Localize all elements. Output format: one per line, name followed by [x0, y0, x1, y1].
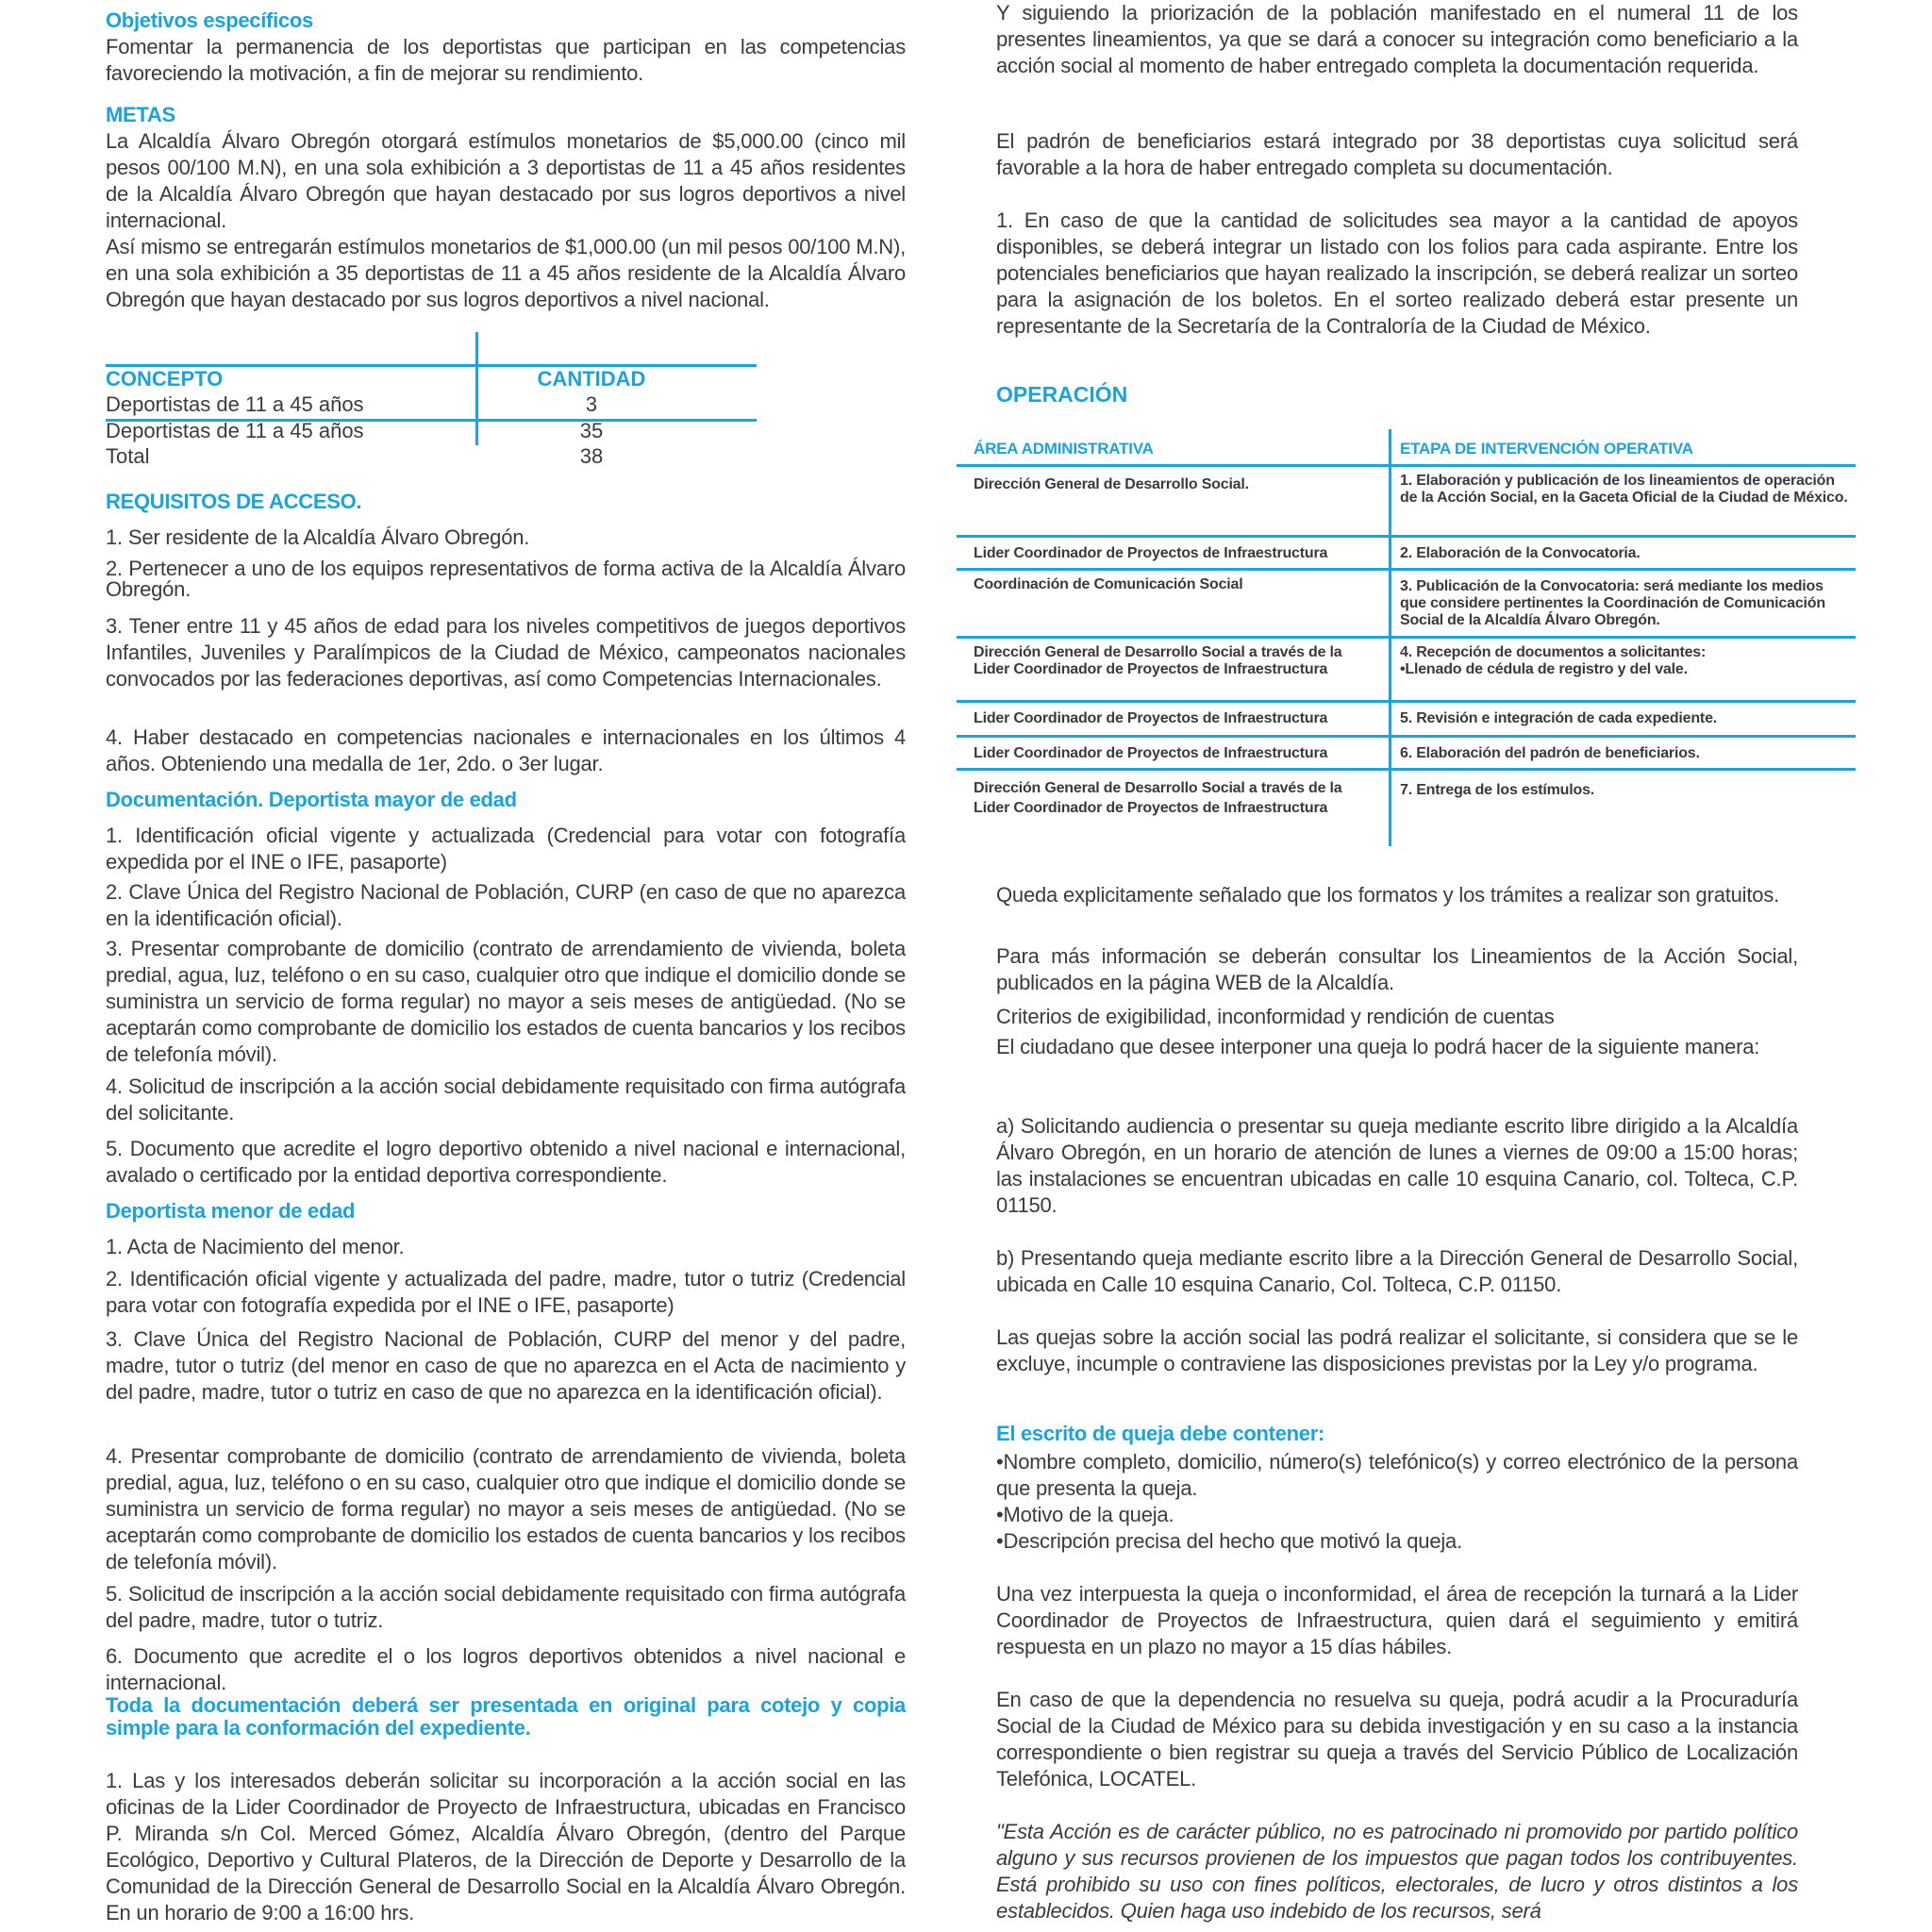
table-cell-area: Lider Coordinador de Proyectos de Infraestructura: [974, 545, 1328, 561]
doc-mayor-item: 2. Clave Única del Registro Nacional de Población, CURP (en caso de que no aparezca en la identificación oficial).: [106, 880, 906, 930]
doc-menor-heading: Deportista menor de edad: [106, 1199, 356, 1223]
table-cell-cantidad: 35: [579, 419, 604, 442]
table-row: [957, 738, 1856, 771]
table-cell-concepto: Deportistas de 11 a 45 años: [106, 419, 364, 442]
metas-table: [106, 332, 757, 474]
table-cell-area: Dirección General de Desarrollo Social a través de la Lider Coordinador de Proyectos de Infraestructura: [974, 644, 1342, 677]
requisito-item: 4. Haber destacado en competencias nacionales e internacionales en los últimos 4 años. Obteniendo una medalla de 1er, 2do. o 3er lugar.: [106, 725, 906, 775]
table-cell-area: Dirección General de Desarrollo Social.: [974, 476, 1249, 492]
requisito-item: 1. Ser residente de la Alcaldía Álvaro Obregón.: [106, 525, 530, 549]
doc-menor-item: 4. Presentar comprobante de domicilio (contrato de arrendamiento de vivienda, boleta predial, agua, luz, teléfono o en su caso, cualquier otro que indique el domicilio donde se suministra un servicio de forma regular) no mayor a seis meses de antigüedad. (No se aceptarán como comprobante de domicilio los estados de cuenta bancarios y los recibos de telefonía móvil).: [106, 1444, 906, 1574]
doc-mayor-item: 1. Identificación oficial vigente y actualizada (Credencial para votar con fotografía expedida por el INE o IFE, pasaporte): [106, 824, 906, 874]
escrito-item: •Motivo de la queja.: [996, 1503, 1174, 1526]
priorizacion-paragraph: Y siguiendo la priorización de la población manifestado en el numeral 11 de los presentes lineamientos, ya que se dará a conocer su integración como beneficiario a la acción social al momento de haber entregado completa la documentación requerida.: [996, 1, 1798, 77]
queja-opcion-b: b) Presentando queja mediante escrito libre a la Dirección General de Desarrollo Social, ubicada en Calle 10 esquina Canario, Col. Tolteca, C.P. 01150.: [996, 1246, 1798, 1296]
operacion-heading: OPERACIÓN: [996, 382, 1128, 407]
criterios-heading: Criterios de exigibilidad, inconformidad y rendición de cuentas: [996, 1005, 1555, 1028]
table-row: [957, 771, 1856, 846]
requisito-item: 3. Tener entre 11 y 45 años de edad para los niveles competitivos de juegos deportivos Infantiles, Juveniles y Paralímpicos de la Ciudad de México, campeonatos nacionales convocados por las federaciones deportivas, así como Competencias Internacionales.: [106, 614, 906, 691]
requisito-item: 2. Pertenecer a uno de los equipos representativos de forma activa de la Alcaldía Álvaro Obregón.: [106, 557, 906, 601]
table-row: [957, 538, 1856, 571]
table-cell-etapa: 2. Elaboración de la Convocatoria.: [1400, 545, 1641, 561]
padron-paragraph: El padrón de beneficiarios estará integrado por 38 deportistas cuya solicitud será favorable a la hora de haber entregado completa su documentación.: [996, 129, 1798, 179]
table-cell-concepto: Total: [106, 444, 150, 468]
objetivos-heading: Objetivos específicos: [106, 8, 313, 32]
table-cell-etapa: 1. Elaboración y publicación de los lineamientos de operación de la Acción Social, en la Gaceta Oficial de la Ciudad de México.: [1400, 473, 1848, 506]
table-row: [957, 639, 1856, 703]
table-cell-area: Dirección General de Desarrollo Social a través de la Lider Coordinador de Proyectos de Infraestructura: [974, 780, 1342, 816]
ciudadano-paragraph: El ciudadano que desee interponer una queja lo podrá hacer de la siguiente manera:: [996, 1035, 1760, 1058]
requisitos-heading: REQUISITOS DE ACCESO.: [106, 490, 362, 513]
table-cell-etapa: 6. Elaboración del padrón de beneficiarios.: [1400, 745, 1700, 761]
mas-informacion-paragraph: Para más información se deberán consultar los Lineamientos de la Acción Social, publicados en la página WEB de la Alcaldía.: [996, 944, 1798, 994]
doc-menor-item: 6. Documento que acredite el o los logros deportivos obtenidos a nivel nacional e internacional.: [106, 1644, 906, 1694]
table-row: [957, 703, 1856, 738]
doc-menor-item: 1. Acta de Nacimiento del menor.: [106, 1235, 405, 1258]
doc-mayor-heading: Documentación. Deportista mayor de edad: [106, 788, 517, 811]
table-cell-concepto: Deportistas de 11 a 45 años: [106, 392, 364, 416]
table-header-row: [957, 429, 1856, 467]
table-cell-etapa: 4. Recepción de documentos a solicitantes: •Llenado de cédula de registro y del vale.: [1400, 644, 1707, 677]
queja-opcion-a: a) Solicitando audiencia o presentar su queja mediante escrito libre dirigido a la Alcaldía Álvaro Obregón, en un horario de atención de lunes a viernes de 09:00 a 15:00 horas; las instalaciones se encuentran ubicadas en calle 10 esquina Canario, col. Tolteca, C.P. 01150.: [996, 1114, 1798, 1217]
operacion-table: [957, 429, 1856, 846]
procuraduria-paragraph: En caso de que la dependencia no resuelva su queja, podrá acudir a la Procuraduría Social de la Ciudad de México para su debida investigación y en su caso a la instancia correspondiente o bien registrar su queja a través del Servicio Público de Localización Telefónica, LOCATEL.: [996, 1688, 1798, 1790]
objetivos-text: Fomentar la permanencia de los deportistas que participan en las competencias favoreciendo la motivación, a fin de mejorar su rendimiento.: [106, 35, 906, 85]
table-header-concepto: CONCEPTO: [106, 367, 224, 391]
table-cell-cantidad: 3: [585, 392, 598, 416]
table-cell-etapa: 5. Revisión e integración de cada expediente.: [1400, 710, 1718, 726]
doc-menor-item: 5. Solicitud de inscripción a la acción social debidamente requisitado con firma autógrafa del padre, madre, tutor o tutriz.: [106, 1582, 906, 1632]
procedimiento-paragraph: 1. Las y los interesados deberán solicitar su incorporación a la acción social en las oficinas de la Lider Coordinador de Proyecto de Infraestructura, ubicadas en Francisco P. Miranda s/n Col. Merced Gómez, Alcaldía Álvaro Obregón, (dentro del Parque Ecológico, Deportivo y Cultural Plateros, de la Dirección de Deporte y Desarrollo de la Comunidad de la Dirección General de Desarrollo Social en la Alcaldía Álvaro Obregón. En un horario de 9:00 a 16:00 hrs.: [106, 1769, 906, 1924]
table-header-cantidad: CANTIDAD: [537, 367, 646, 391]
escrito-heading: El escrito de queja debe contener:: [996, 1422, 1325, 1445]
doc-menor-item: 2. Identificación oficial vigente y actualizada del padre, madre, tutor o tutriz (Credencial para votar con fotografía expedida por el INE o IFE, pasaporte): [106, 1267, 906, 1317]
gratuitos-paragraph: Queda explicitamente señalado que los formatos y los trámites a realizar son gratuitos.: [996, 883, 1780, 907]
table-cell-area: Lider Coordinador de Proyectos de Infraestructura: [974, 710, 1328, 726]
doc-mayor-item: 3. Presentar comprobante de domicilio (contrato de arrendamiento de vivienda, boleta predial, agua, luz, teléfono o en su caso, cualquier otro que indique el domicilio donde se suministra un servicio de forma regular) no mayor a seis meses de antigüedad. (No se aceptarán como comprobante de domicilio los estados de cuenta bancarios y los recibos de telefonía móvil).: [106, 937, 906, 1066]
table-header-area: ÁREA ADMINISTRATIVA: [974, 440, 1154, 458]
table-cell-etapa: 7. Entrega de los estímulos.: [1400, 782, 1595, 798]
metas-heading: METAS: [106, 103, 175, 126]
quejas-paragraph: Las quejas sobre la acción social las podrá realizar el solicitante, si considera que se le excluye, incumple o contraviene las disposiciones previstas por la Ley y/o programa.: [996, 1325, 1798, 1375]
metas-paragraph-2: Así mismo se entregarán estímulos monetarios de $1,000.00 (un mil pesos 00/100 M.N), en una sola exhibición a 35 deportistas de 11 a 45 años residente de la Alcaldía Álvaro Obregón que hayan destacado por sus logros deportivos a nivel nacional.: [106, 235, 906, 311]
table-row: [957, 467, 1856, 538]
leyenda-paragraph: "Esta Acción es de carácter público, no es patrocinado ni promovido por partido político alguno y sus recursos provienen de los impuestos que pagan todos los contribuyentes. Está prohibido su uso con fines políticos, electorales, de lucro y otros distintos a los establecidos. Quien haga uso indebido de los recursos, será: [996, 1820, 1798, 1923]
table-cell-area: Lider Coordinador de Proyectos de Infraestructura: [974, 745, 1328, 761]
table-row: [957, 571, 1856, 639]
doc-mayor-item: 4. Solicitud de inscripción a la acción social debidamente requisitado con firma autógrafa del solicitante.: [106, 1074, 906, 1124]
table-cell-cantidad: 38: [579, 444, 604, 468]
toda-documentacion-note: Toda la documentación deberá ser presentada en original para cotejo y copia simple para la conformación del expediente.: [106, 1693, 906, 1740]
metas-paragraph-1: La Alcaldía Álvaro Obregón otorgará estímulos monetarios de $5,000.00 (cinco mil pesos 00/100 M.N), en una sola exhibición a 3 deportistas de 11 a 45 años residentes de la Alcaldía Álvaro Obregón que hayan destacado por sus logros deportivos a nivel internacional.: [106, 129, 906, 232]
table-cell-etapa: 3. Publicación de la Convocatoria: será mediante los medios que considere pertinentes la Coordinación de Comunicación Social de la Alcaldía Álvaro Obregón.: [1400, 578, 1825, 628]
turnara-paragraph: Una vez interpuesta la queja o inconformidad, el área de recepción la turnará a la Lider Coordinador de Proyectos de Infraestructura, quien dará el seguimiento y emitirá respuesta en un plazo no mayor a 15 días hábiles.: [996, 1582, 1798, 1658]
table-divider-vertical: [475, 332, 478, 445]
table-cell-area: Coordinación de Comunicación Social: [974, 576, 1243, 592]
escrito-item: •Descripción precisa del hecho que motivó la queja.: [996, 1529, 1463, 1553]
sorteo-paragraph: 1. En caso de que la cantidad de solicitudes sea mayor a la cantidad de apoyos disponibles, se deberá integrar un listado con los folios para cada aspirante. Entre los potenciales beneficiarios que hayan realizado la inscripción, se deberá realizar un sorteo para la asignación de los boletos. En el sorteo realizado deberá estar presente un representante de la Secretaría de la Contraloría de la Ciudad de México.: [996, 208, 1798, 338]
escrito-item: •Nombre completo, domicilio, número(s) telefónico(s) y correo electrónico de la persona que presenta la queja.: [996, 1450, 1798, 1500]
table-header-etapa: ETAPA DE INTERVENCIÓN OPERATIVA: [1400, 440, 1693, 458]
doc-mayor-item: 5. Documento que acredite el logro deportivo obtenido a nivel nacional e internacional, avalado o certificado por la entidad deportiva correspondiente.: [106, 1137, 906, 1187]
doc-menor-item: 3. Clave Única del Registro Nacional de Población, CURP del menor y del padre, madre, tutor o tutriz (del menor en caso de que no aparezca en el Acta de nacimiento y del padre, madre, tutor o tutriz en caso de que no aparezca en la identificación oficial).: [106, 1327, 906, 1404]
